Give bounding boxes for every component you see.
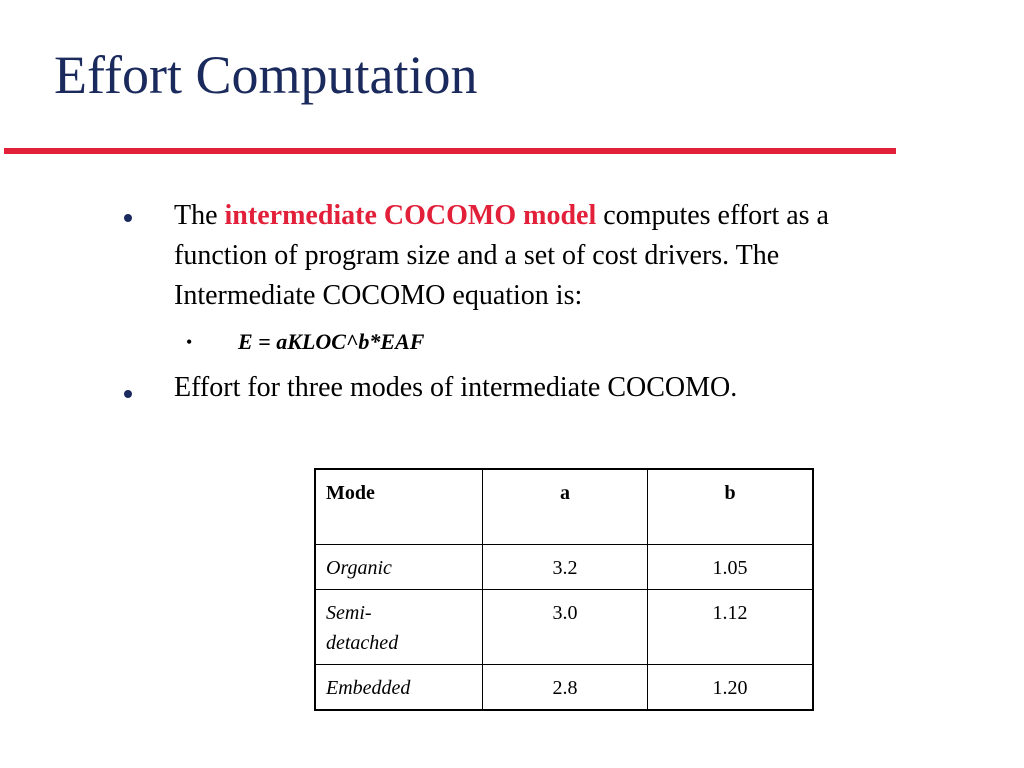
mode-cell [315,590,483,665]
mode-cell: Embedded [315,665,483,711]
mode-cell-line2: detached [326,632,399,654]
a-value-cell: 2.8 [483,665,648,711]
bullet-marker [124,214,132,222]
column-header-mode: Mode [315,469,483,545]
bullet-first-line3: Intermediate COCOMO equation is: [174,280,583,311]
a-value-cell: 3.0 [483,590,648,665]
b-value-cell: 1.20 [648,665,814,711]
bullet-first-line2: function of program size and a set of cost drivers. The [174,240,780,271]
cocomo-mode-table [314,468,814,711]
sub-bullet-marker: • [186,332,193,352]
slide-title: Effort Computation [54,45,478,105]
b-value-cell: 1.05 [648,545,814,590]
table-row [315,545,813,590]
mode-cell: Organic [315,545,483,590]
bullet-first-prefix: The [174,200,218,231]
bullet-first-suffix: computes effort as a [603,200,829,231]
column-header-a: a [483,469,648,545]
bullet-first-line1 [174,196,1004,236]
bullet-marker [124,390,132,398]
column-header-b: b [648,469,814,545]
table-header-row [315,469,813,545]
a-value-cell: 3.2 [483,545,648,590]
highlight-term: intermediate COCOMO model [224,200,597,231]
b-value-cell: 1.12 [648,590,814,665]
table-row [315,665,813,711]
bullet-text-second: Effort for three modes of intermediate COCOMO. [174,372,738,403]
table-row [315,590,813,665]
bullet-text-first [174,196,1004,316]
mode-cell-line1: Semi- [326,602,372,624]
cocomo-equation: E = aKLOC^b*EAF [238,329,425,354]
